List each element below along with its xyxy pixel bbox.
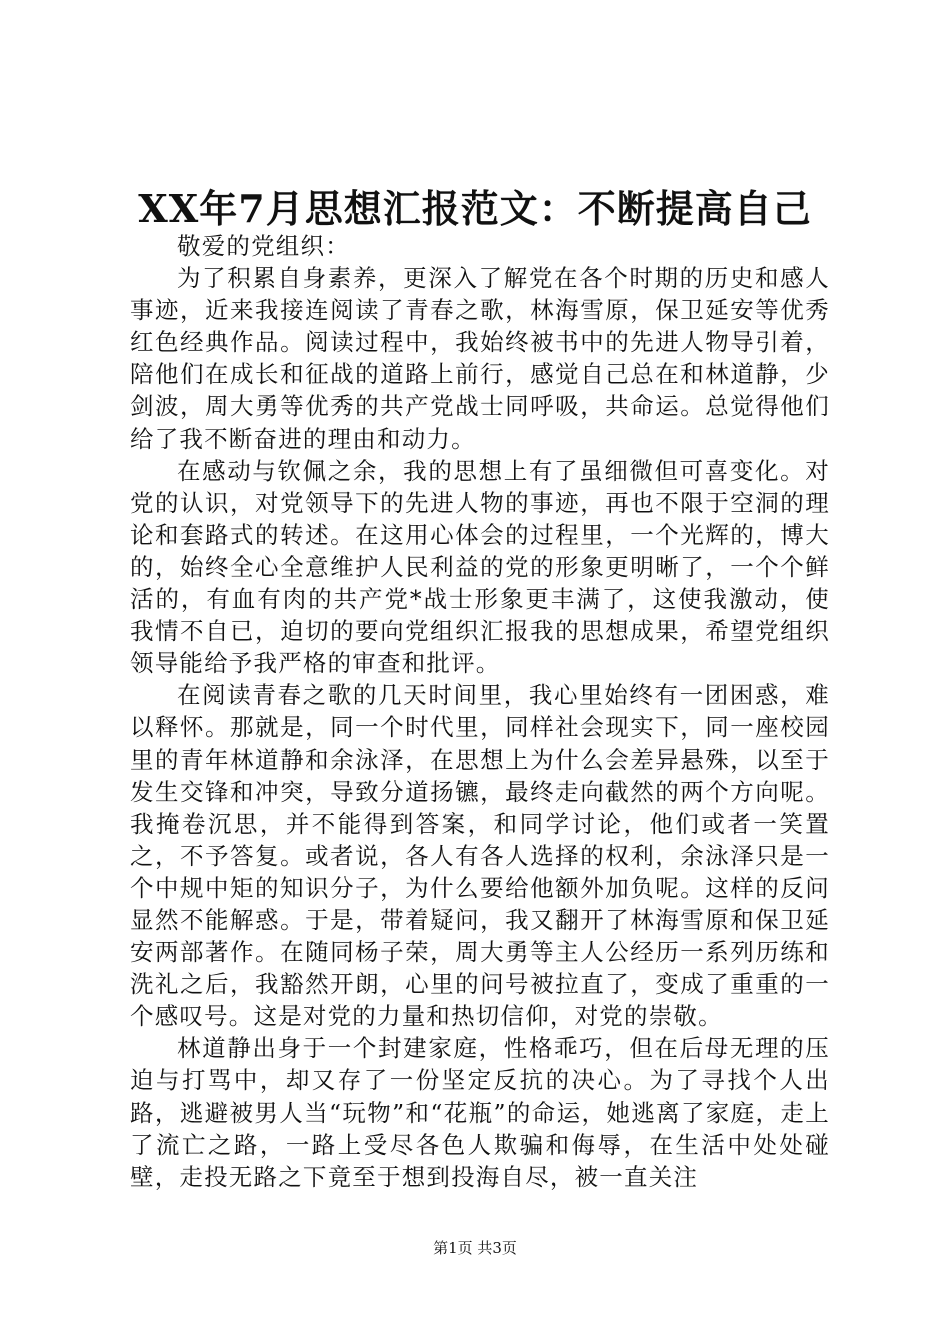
page-footer: 第1页 共3页	[433, 1239, 517, 1257]
document-title: XX年7月思想汇报范文：不断提高自己	[138, 186, 812, 231]
paragraph: 在感动与钦佩之余，我的思想上有了虽细微但可喜变化。对党的认识，对党领导下的先进人物的事迹，再也不限于空洞的理论和套路式的转述。在这用心体会的过程里，一个光辉的，博大的，始终全心全意维护人民利益的党的形象更明晰了，一个个鲜活的，有血有肉的共产党*战士形象更丰满了，这使我激动，使我情不自已，迫切的要向党组织汇报我的思想成果，希望党组织领导能给予我严格的审查和批评。	[130, 456, 830, 678]
paragraph: 林道静出身于一个封建家庭，性格乖巧，但在后母无理的压迫与打骂中，却又存了一份坚定反抗的决心。为了寻找个人出路，逃避被男人当“玩物”和“花瓶”的命运，她逃离了家庭，走上了流亡之路，一路上受尽各色人欺骗和侮辱，在生活中处处碰壁，走投无路之下竟至于想到投海自尽，被一直关注	[130, 1034, 830, 1191]
document-body	[130, 230, 830, 1193]
paragraph: 在阅读青春之歌的几天时间里，我心里始终有一团困惑，难以释怀。那就是，同一个时代里，同样社会现实下，同一座校园里的青年林道静和余泳泽，在思想上为什么会差异悬殊，以至于发生交锋和冲突，导致分道扬镳，最终走向截然的两个方向呢。我掩卷沉思，并不能得到答案，和同学讨论，他们或者一笑置之，不予答复。或者说，各人有各人选择的权利，余泳泽只是一个中规中矩的知识分子，为什么要给他额外加负呢。这样的反问显然不能解惑。于是，带着疑问，我又翻开了林海雪原和保卫延安两部著作。在随同杨子荣，周大勇等主人公经历一系列历练和洗礼之后，我豁然开朗，心里的问号被拉直了，变成了重重的一个感叹号。这是对党的力量和热切信仰，对党的崇敬。	[130, 681, 830, 1031]
paragraph: 为了积累自身素养，更深入了解党在各个时期的历史和感人事迹，近来我接连阅读了青春之歌，林海雪原，保卫延安等优秀红色经典作品。阅读过程中，我始终被书中的先进人物导引着，陪他们在成长和征战的道路上前行，感觉自己总在和林道静，少剑波，周大勇等优秀的共产党战士同呼吸，共命运。总觉得他们给了我不断奋进的理由和动力。	[130, 264, 830, 453]
salutation: 敬爱的党组织：	[177, 232, 350, 260]
